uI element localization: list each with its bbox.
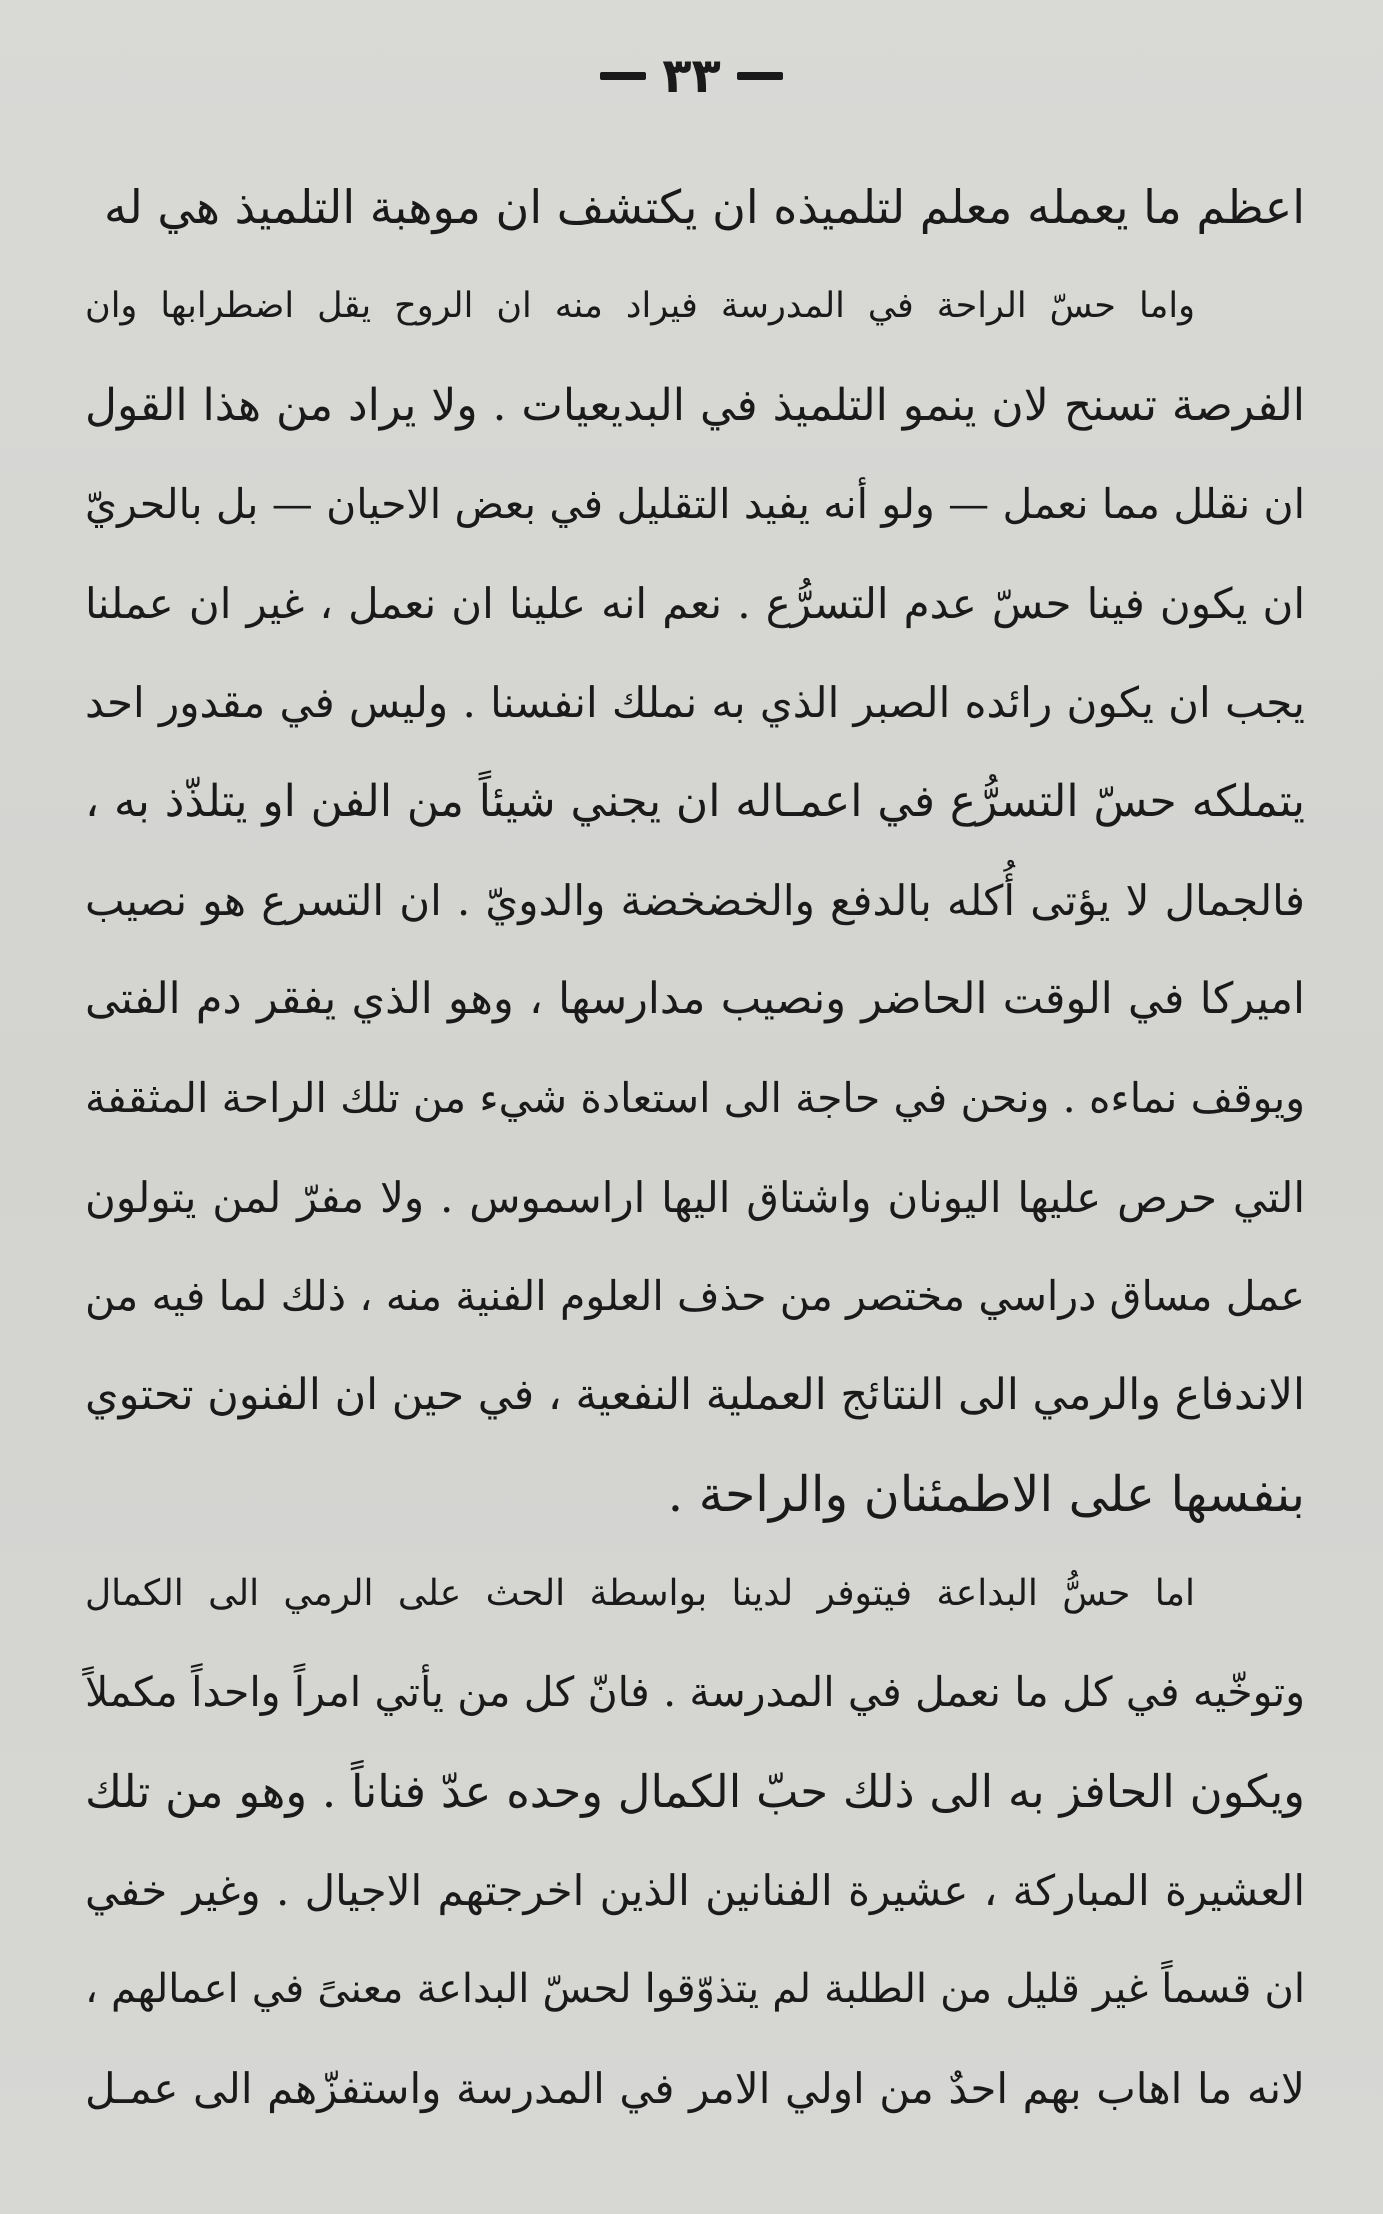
text-line: واما حسّ الراحة في المدرسة فيراد منه ان الروح يقل اضطرابها وان xyxy=(85,286,1195,326)
text-line: بنفسها على الاطمئنان والراحة . xyxy=(667,1466,1305,1523)
text-line: الاندفاع والرمي الى النتائج العملية النفعية ، في حين ان الفنون تحتوي xyxy=(85,1370,1305,1420)
text-line: اعظم ما يعمله معلم لتلميذه ان يكتشف ان موهبة التلميذ هي له xyxy=(104,180,1305,234)
body-text xyxy=(85,158,1305,2138)
text-line: عمل مساق دراسي مختصر من حذف العلوم الفنية منه ، ذلك لما فيه من xyxy=(85,1272,1305,1320)
text-line: ان يكون فينا حسّ عدم التسرُّع . نعم انه علينا ان نعمل ، غير ان عملنا xyxy=(85,579,1305,628)
text-line: العشيرة المباركة ، عشيرة الفنانين الذين اخرجتهم الاجيال . وغير خفي xyxy=(85,1866,1305,1915)
header-dash-left xyxy=(600,72,646,80)
text-line: يجب ان يكون رائده الصبر الذي به نملك انفسنا . وليس في مقدور احد xyxy=(85,678,1305,727)
text-line: يتملكه حسّ التسرُّع في اعمـاله ان يجني شيئاً من الفن او يتلذّذ به ، xyxy=(85,776,1305,827)
text-line: لانه ما اهاب بهم احدٌ من اولي الامر في المدرسة واستفزّهم الى عمـل xyxy=(85,2064,1305,2113)
text-line: ويوقف نماءه . ونحن في حاجة الى استعادة شيء من تلك الراحة المثقفة xyxy=(85,1074,1305,1122)
text-line: اميركا في الوقت الحاضر ونصيب مدارسها ، وهو الذي يفقر دم الفتى xyxy=(85,974,1305,1024)
text-line: ويكون الحافز به الى ذلك حبّ الكمال وحده عدّ فناناً . وهو من تلك xyxy=(85,1765,1305,1818)
text-line: فالجمال لا يؤتى أُكله بالدفع والخضخضة والدويّ . ان التسرع هو نصيب xyxy=(85,876,1305,925)
text-line: ان نقلل مما نعمل — ولو أنه يفيد التقليل في بعض الاحيان — بل بالحريّ xyxy=(85,480,1305,528)
page-header xyxy=(0,46,1383,106)
text-line: وتوخّيه في كل ما نعمل في المدرسة . فانّ كل من يأتي امراً واحداً مكملاً xyxy=(85,1668,1305,1716)
text-line: التي حرص عليها اليونان واشتاق اليها اراسموس . ولا مفرّ لمن يتولون xyxy=(85,1173,1305,1222)
text-line: الفرصة تسنح لان ينمو التلميذ في البديعيات . ولا يراد من هذا القول xyxy=(85,380,1305,431)
header-dash-right xyxy=(737,72,783,80)
text-line: ان قسماً غير قليل من الطلبة لم يتذوّقوا لحسّ البداعة معنىً في اعمالهم ، xyxy=(85,1966,1305,2012)
text-line: اما حسُّ البداعة فيتوفر لدينا بواسطة الحث على الرمي الى الكمال xyxy=(85,1573,1195,1614)
page-number: ٣٣ xyxy=(662,48,721,104)
